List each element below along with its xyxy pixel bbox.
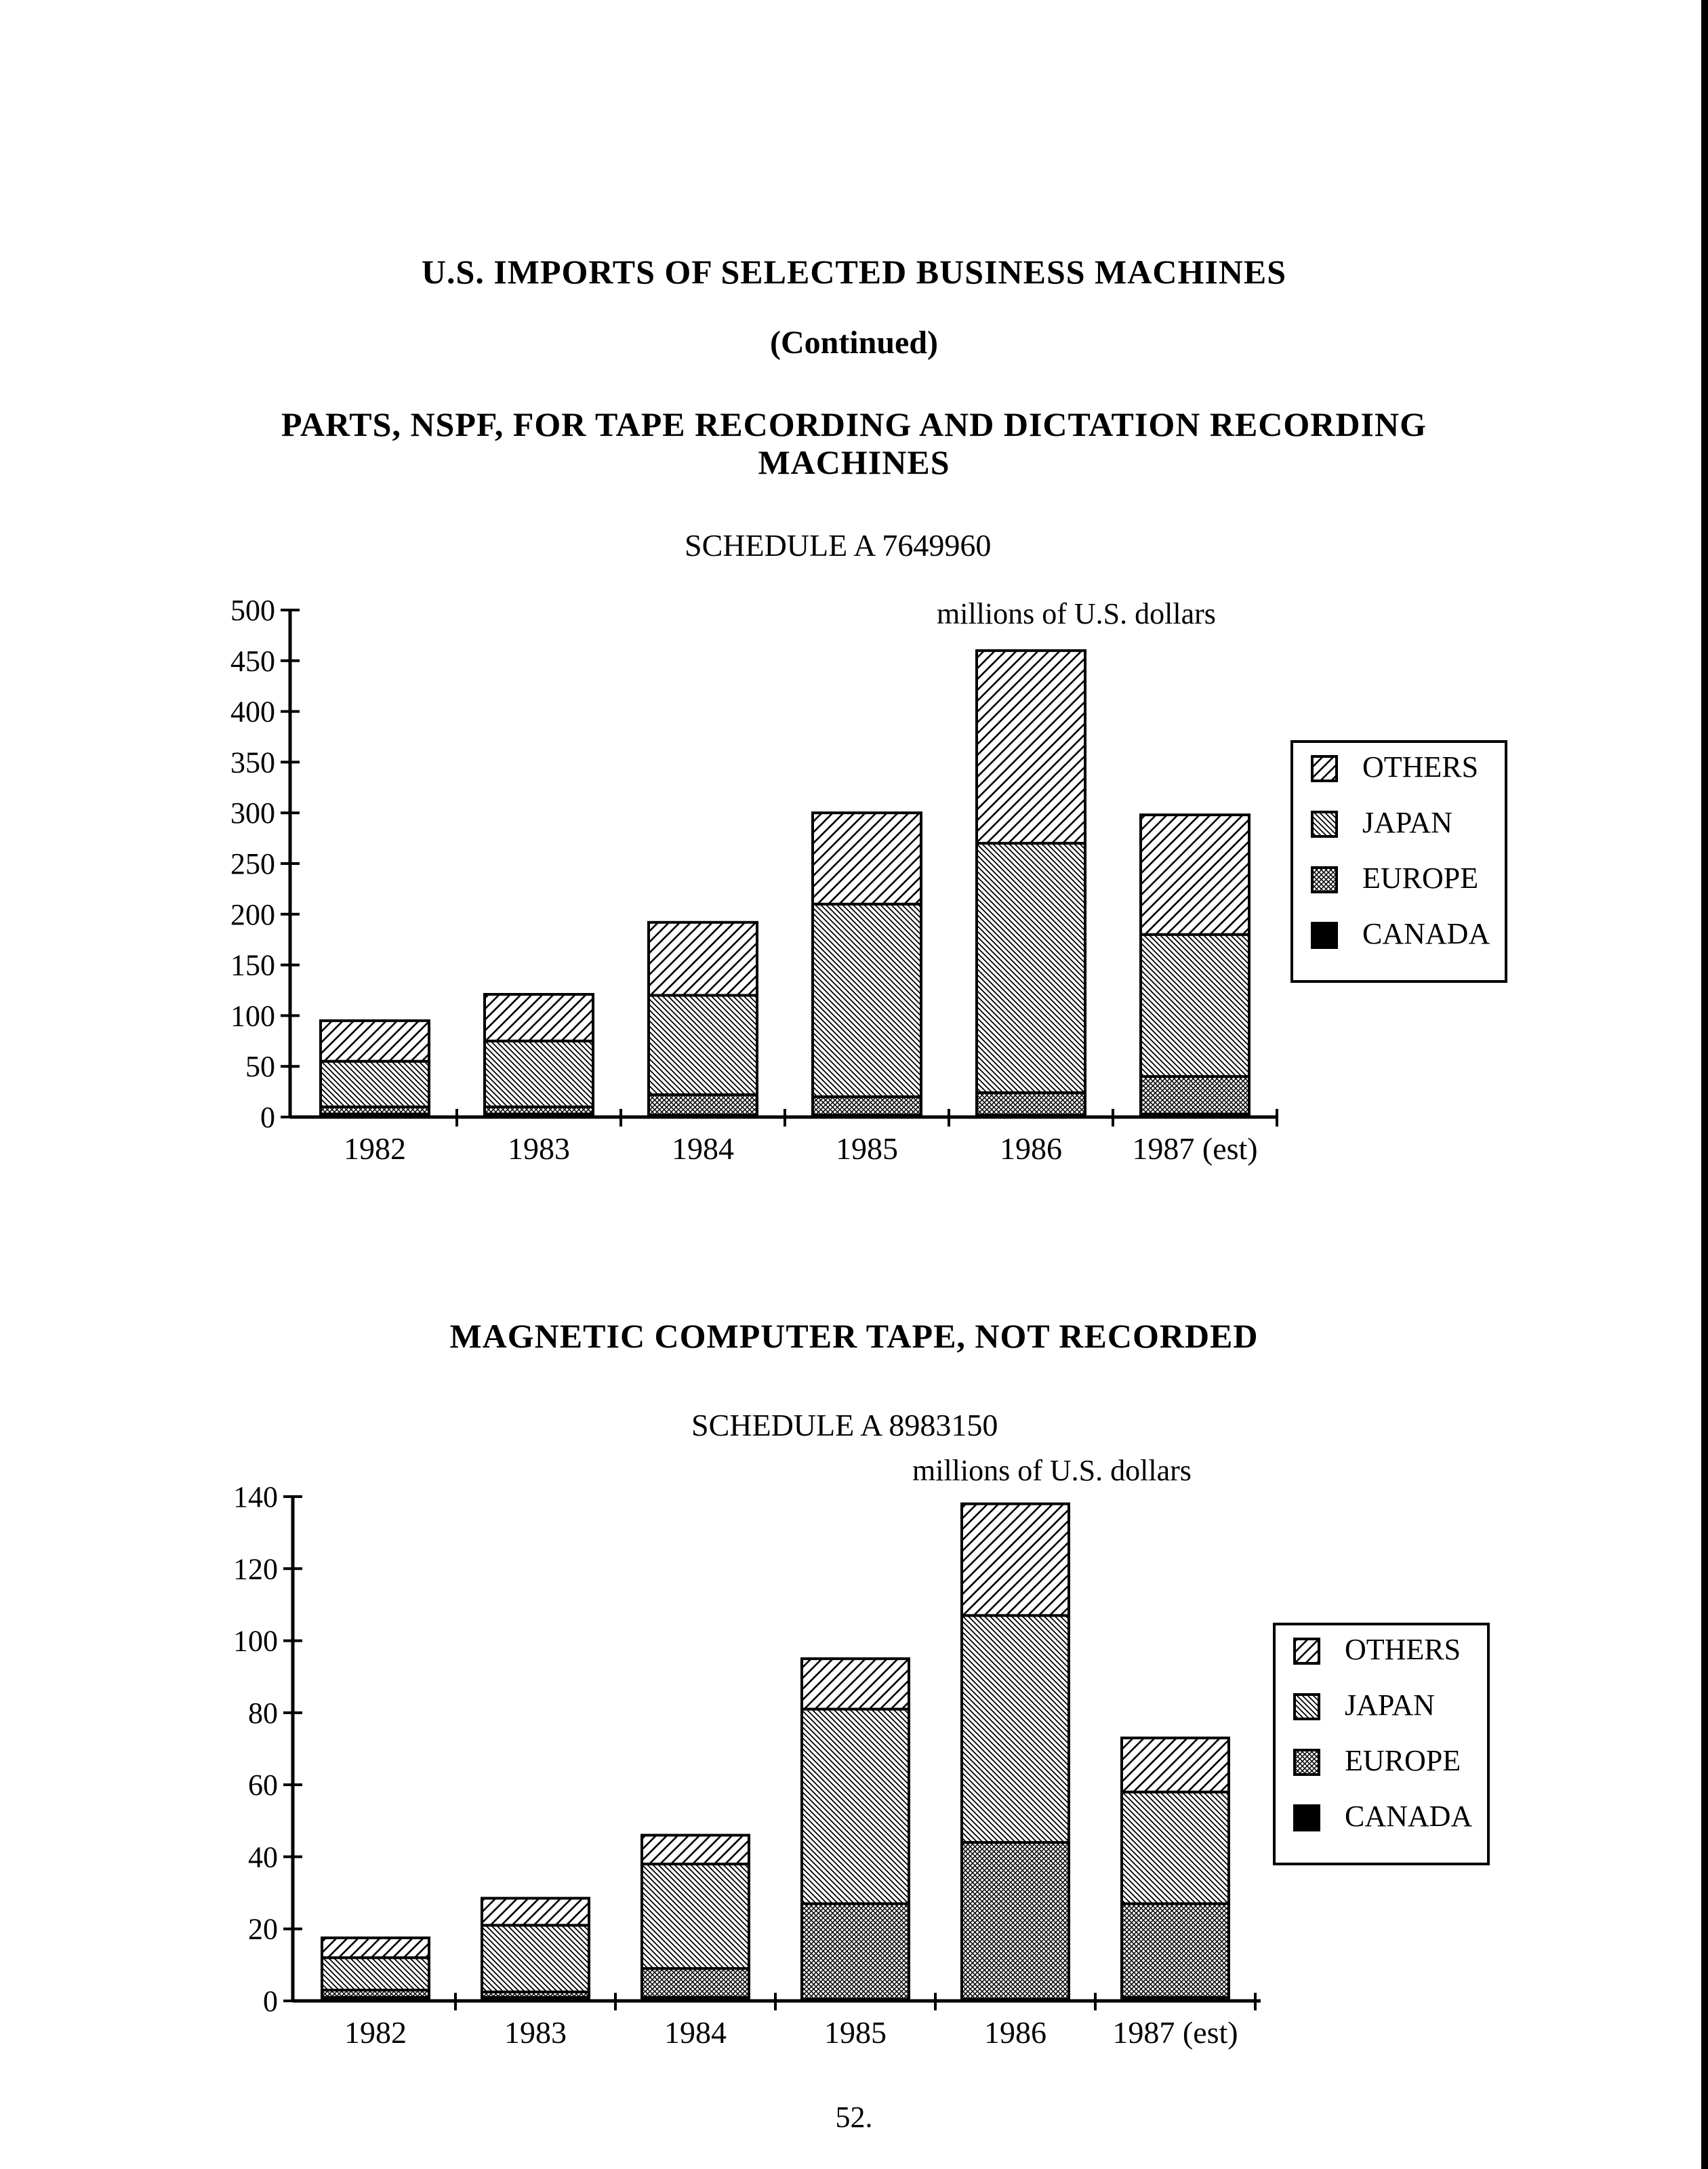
bar-others-1984 [642,1836,749,1865]
bar-japan-1985 [813,904,921,1097]
bar-europe-1985 [813,1097,921,1115]
legend-swatch-others [1312,756,1337,781]
bar-europe-1984 [642,1968,749,1998]
x-tick-label: 1984 [672,1131,734,1166]
bar-japan-1983 [485,1041,593,1107]
y-tick-label: 120 [233,1552,278,1586]
chart1-title: PARTS, NSPF, FOR TAPE RECORDING AND DICTATION RECORDING MACHINES [281,405,1427,481]
bar-others-1982 [321,1021,429,1061]
bar-europe-1984 [649,1095,757,1115]
chart2-title: MAGNETIC COMPUTER TAPE, NOT RECORDED [449,1317,1259,1355]
bar-others-1983 [485,994,593,1041]
legend-label-japan: JAPAN [1345,1688,1435,1722]
bar-japan-1982 [321,1061,429,1107]
legend-label-europe: EUROPE [1362,861,1479,895]
bar-others-1985 [802,1659,909,1709]
x-tick-label: 1985 [836,1131,898,1166]
bar-europe-1986 [962,1842,1069,1999]
x-tick-label: 1983 [508,1131,570,1166]
y-tick-label: 140 [233,1480,278,1514]
y-tick-label: 60 [248,1768,278,1802]
bar-others-1986 [977,651,1085,843]
bar-others-1982 [322,1938,429,1958]
bar-japan-1984 [649,995,757,1095]
page-number: 52. [835,2101,873,2134]
legend-label-canada: CANADA [1345,1800,1473,1833]
bar-others-1984 [649,923,757,996]
bar-europe-1985 [802,1904,909,2000]
bar-others-1983 [482,1899,589,1926]
bar-japan-1986 [962,1615,1069,1842]
page-subtitle-continued: (Continued) [769,325,939,361]
legend-swatch-others [1295,1639,1319,1663]
legend-swatch-europe [1295,1750,1319,1775]
bar-japan-1984 [642,1864,749,1968]
y-tick-label: 250 [230,847,275,880]
units-label: millions of U.S. dollars [937,597,1216,630]
bar-japan-1987 [1141,935,1249,1076]
x-tick-label: 1986 [1000,1131,1062,1166]
y-tick-label: 500 [230,594,275,627]
y-tick-label: 100 [233,1624,278,1658]
y-tick-label: 80 [248,1696,278,1730]
bar-japan-1982 [322,1958,429,1990]
y-tick-label: 400 [230,695,275,729]
x-tick-label: 1984 [664,2015,727,2050]
bar-others-1986 [962,1504,1069,1616]
legend-swatch-europe [1312,868,1337,892]
x-tick-label: 1987 (est) [1112,2015,1238,2050]
legend-swatch-japan [1295,1695,1319,1719]
x-tick-label: 1987 (est) [1132,1131,1258,1166]
y-tick-label: 50 [245,1050,275,1084]
legend-swatch-canada [1295,1806,1319,1830]
chart1-plot [0,583,1559,1220]
legend-swatch-canada [1312,923,1337,948]
legend-label-others: OTHERS [1362,750,1479,784]
chart2-schedule: SCHEDULE A 8983150 [691,1408,998,1442]
y-tick-label: 350 [230,746,275,779]
bar-europe-1987 [1122,1904,1229,1998]
legend-label-canada: CANADA [1362,917,1490,950]
y-tick-label: 300 [230,796,275,830]
bar-japan-1983 [482,1925,589,1991]
x-tick-label: 1986 [984,2015,1046,2050]
bar-europe-1986 [977,1093,1085,1115]
legend-swatch-japan [1312,812,1337,836]
bar-europe-1987 [1141,1076,1249,1114]
bar-japan-1985 [802,1709,909,1904]
y-tick-label: 150 [230,948,275,982]
chart1-schedule: SCHEDULE A 7649960 [685,528,992,563]
legend-label-others: OTHERS [1345,1633,1461,1666]
y-tick-label: 200 [230,897,275,931]
bar-others-1985 [813,813,921,904]
legend-label-japan: JAPAN [1362,806,1452,839]
y-tick-label: 450 [230,644,275,678]
y-tick-label: 40 [248,1840,278,1874]
y-tick-label: 100 [230,999,275,1033]
bar-japan-1987 [1122,1792,1229,1904]
bar-others-1987 [1141,815,1249,935]
page-title: U.S. IMPORTS OF SELECTED BUSINESS MACHINES [421,253,1287,291]
x-tick-label: 1982 [344,2015,407,2050]
units-label: millions of U.S. dollars [912,1454,1192,1487]
x-tick-label: 1985 [824,2015,887,2050]
bar-japan-1986 [977,843,1085,1093]
legend-label-europe: EUROPE [1345,1744,1461,1777]
bar-others-1987 [1122,1738,1229,1792]
x-tick-label: 1983 [504,2015,567,2050]
y-tick-label: 20 [248,1912,278,1946]
y-tick-label: 0 [263,1985,278,2018]
x-tick-label: 1982 [344,1131,406,1166]
y-tick-label: 0 [260,1101,275,1134]
chart2-plot [0,1451,1559,2088]
